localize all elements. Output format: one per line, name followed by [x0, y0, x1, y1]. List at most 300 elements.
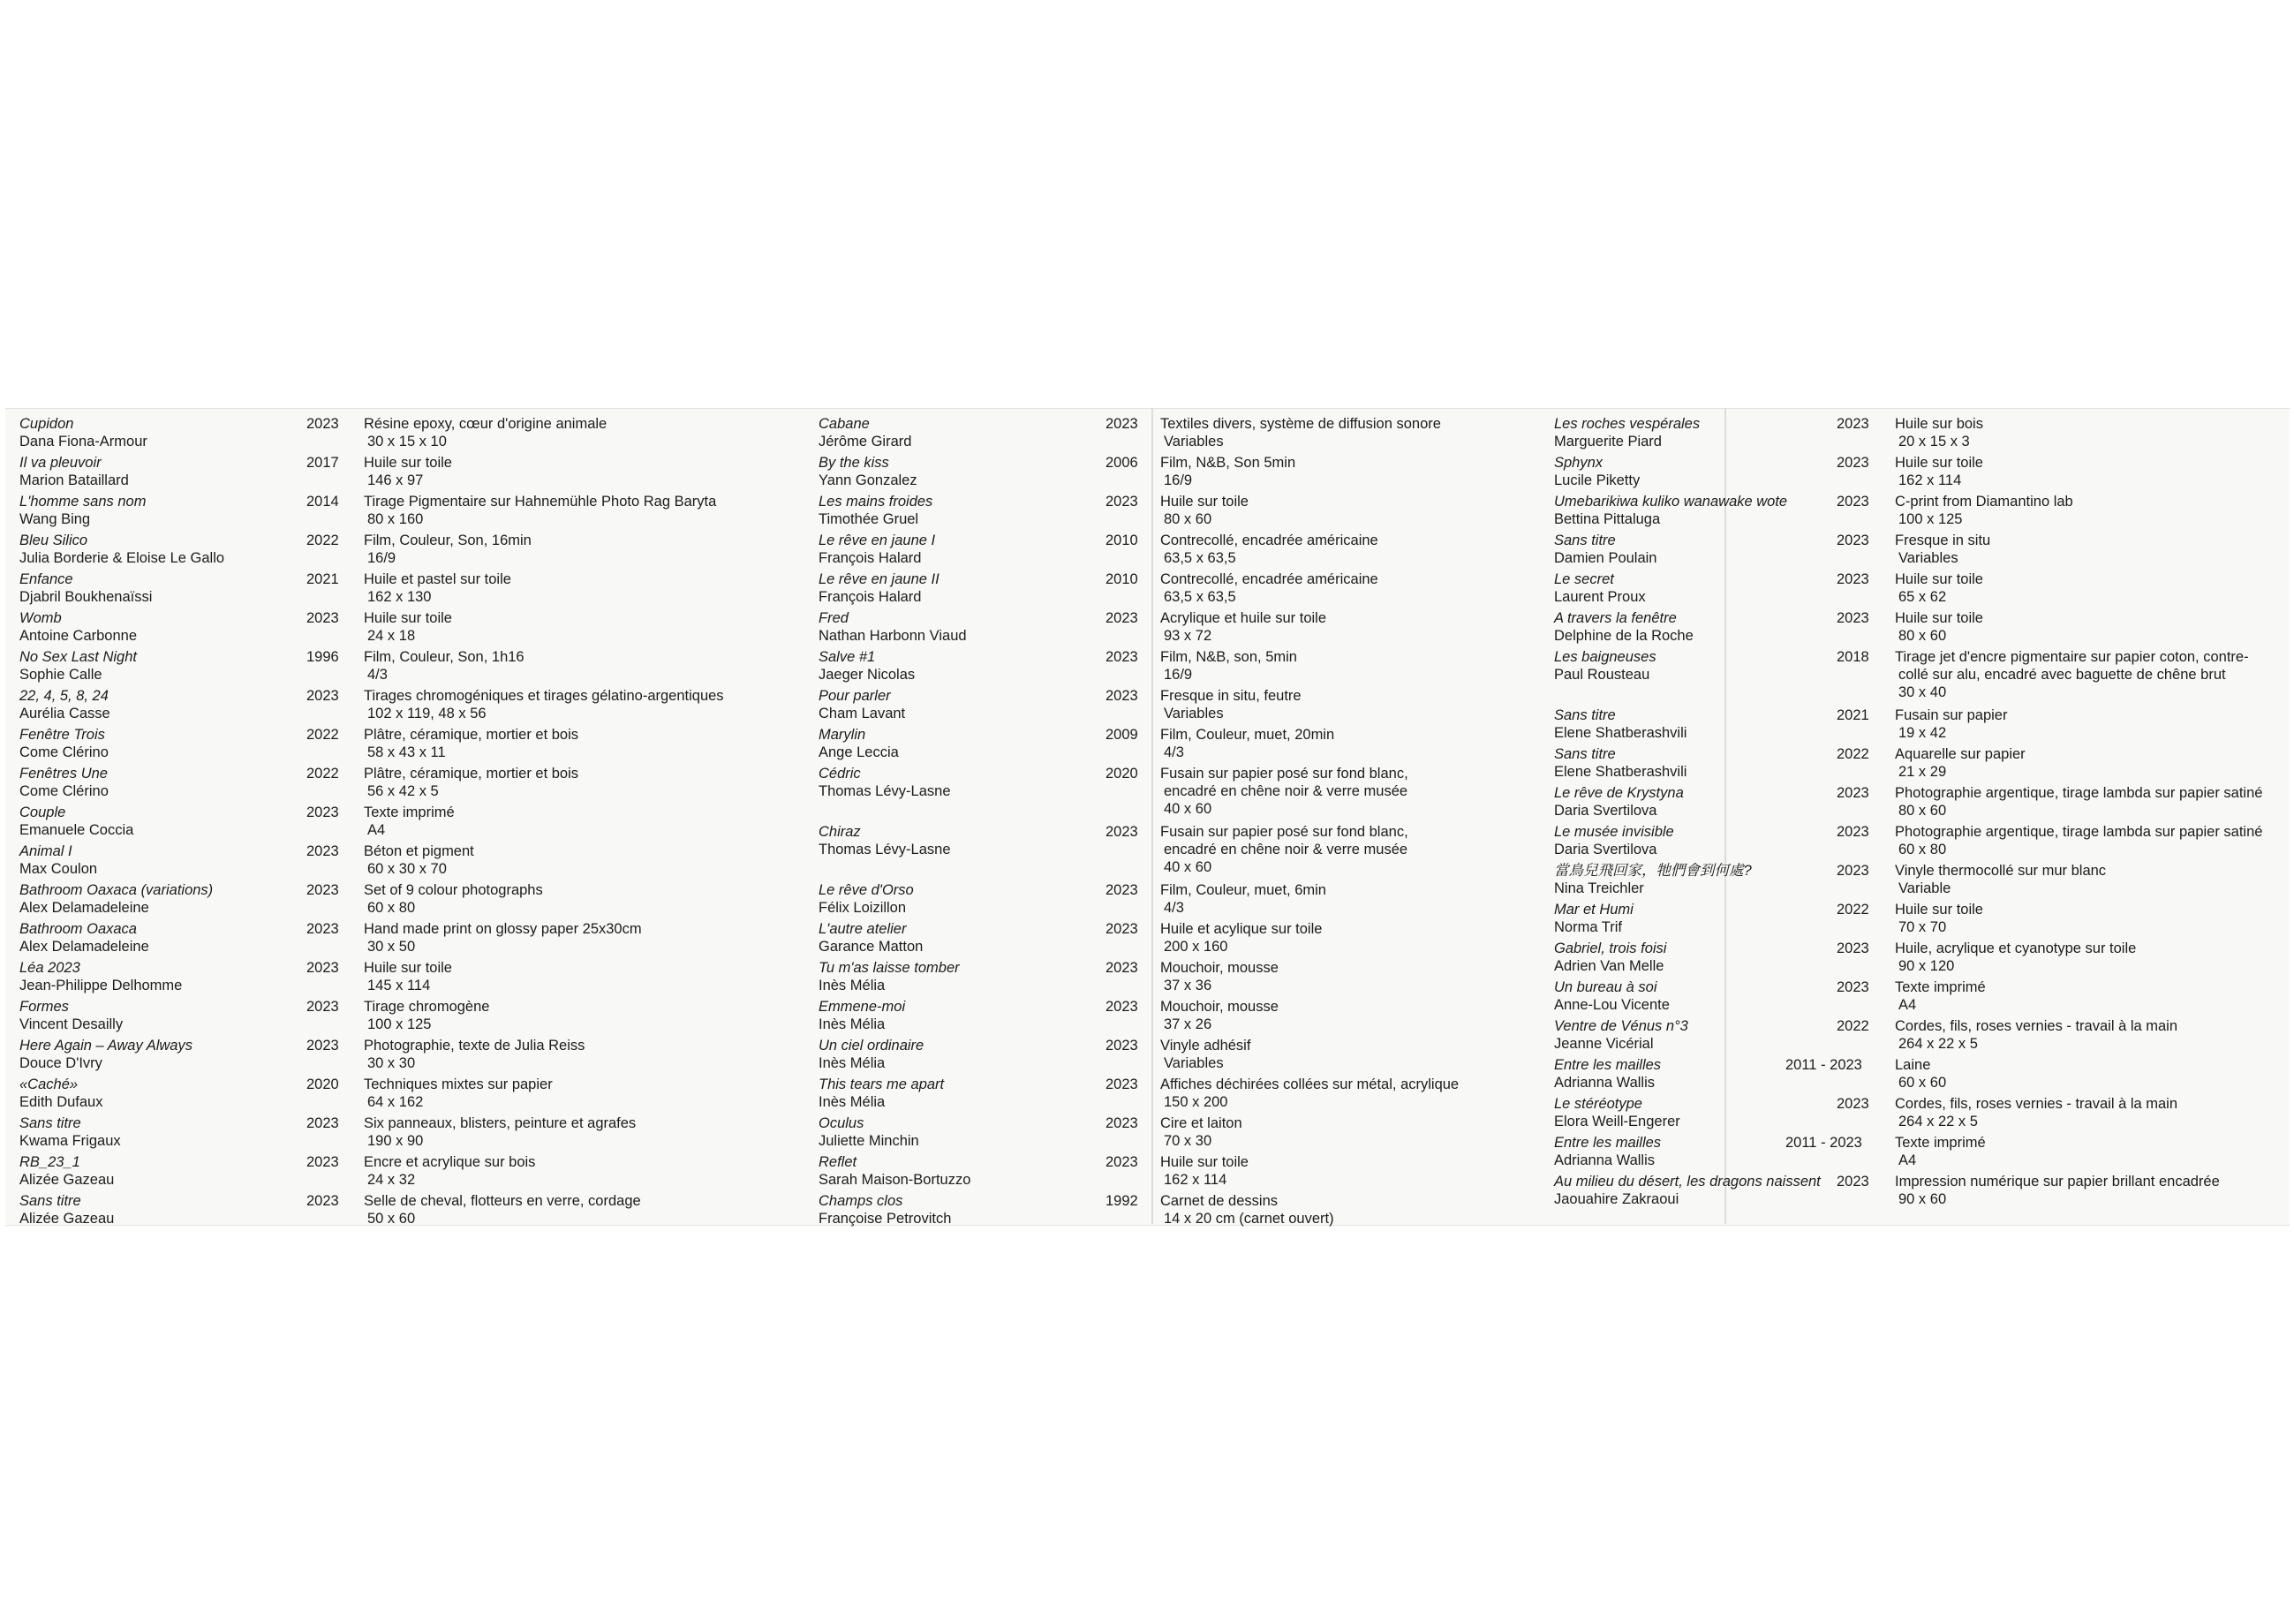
artwork-title: A travers la fenêtre	[1554, 610, 1677, 626]
artwork-title: Le rêve en jaune I	[819, 533, 936, 548]
artwork-medium: Impression numérique sur papier brillant encadrée	[1895, 1174, 2220, 1190]
artwork-year: 2023	[306, 1193, 339, 1209]
artist-name: Elora Weill-Engerer	[1554, 1114, 1680, 1129]
artist-name: Paul Rousteau	[1554, 667, 1650, 683]
artist-name: Kwama Frigaux	[19, 1133, 121, 1149]
artwork-year: 2014	[306, 494, 339, 510]
artwork-medium: Cire et laiton	[1160, 1115, 1242, 1131]
artwork-year: 2023	[1105, 960, 1138, 976]
artwork-dimensions: 190 x 90	[367, 1133, 424, 1149]
artwork-dimensions: Variables	[1898, 550, 1958, 566]
artwork-year: 2023	[1837, 1174, 1869, 1190]
artwork-title: Le musée invisible	[1554, 824, 1674, 840]
artwork-medium: Vinyle adhésif	[1160, 1038, 1251, 1054]
artist-name: Adrianna Wallis	[1554, 1075, 1656, 1091]
artwork-title: Tu m'as laisse tomber	[819, 960, 960, 976]
artist-name: Jérôme Girard	[819, 434, 912, 449]
artwork-dimensions: 100 x 125	[1898, 511, 1963, 527]
artwork-dimensions: 80 x 160	[367, 511, 424, 527]
artist-name: Adrien Van Melle	[1554, 958, 1664, 974]
artwork-title: Marylin	[819, 727, 866, 743]
artwork-dimensions: 30 x 15 x 10	[367, 434, 447, 449]
artwork-dimensions: 90 x 120	[1898, 958, 1955, 974]
artwork-title: Umebarikiwa kuliko wanawake wote	[1554, 494, 1788, 510]
artwork-title: Formes	[19, 999, 69, 1015]
artwork-title: Champs clos	[819, 1193, 903, 1209]
artist-name: Antoine Carbonne	[19, 628, 138, 644]
artwork-dimensions: 16/9	[1164, 667, 1193, 683]
artist-name: Jeanne Vicérial	[1554, 1036, 1654, 1052]
artwork-dimensions: 58 x 43 x 11	[367, 744, 446, 760]
artwork-medium: Film, N&B, Son 5min	[1160, 455, 1296, 471]
artist-name: Aurélia Casse	[19, 706, 110, 721]
artwork-dimensions: 14 x 20 cm (carnet ouvert)	[1164, 1211, 1334, 1227]
artwork-year: 2018	[1837, 649, 1869, 665]
artwork-year: 2023	[1837, 571, 1869, 587]
artwork-year: 2017	[306, 455, 339, 471]
artist-name: Félix Loizillon	[819, 900, 907, 916]
artwork-year: 2022	[1837, 902, 1869, 918]
artwork-year: 2023	[306, 804, 339, 820]
artwork-dimensions: 16/9	[367, 550, 396, 566]
artwork-title: Ventre de Vénus n°3	[1554, 1018, 1688, 1034]
artwork-title: Le stéréotype	[1554, 1096, 1642, 1112]
artwork-year: 2006	[1105, 455, 1138, 471]
artwork-year: 2023	[1837, 824, 1869, 840]
artwork-title: Les roches vespérales	[1554, 416, 1701, 432]
artwork-year: 2023	[1105, 824, 1138, 840]
artwork-year: 2023	[306, 999, 339, 1015]
artist-name: Inès Mélia	[819, 1055, 886, 1071]
artwork-title: 22, 4, 5, 8, 24	[19, 688, 109, 704]
artwork-year: 1996	[306, 649, 339, 665]
artist-name: Cham Lavant	[819, 706, 906, 721]
artwork-dimensions: 24 x 32	[367, 1172, 416, 1188]
artwork-title: Sphynx	[1554, 455, 1604, 471]
artwork-title: Cédric	[819, 766, 861, 782]
artwork-medium: Techniques mixtes sur papier	[364, 1076, 553, 1092]
artwork-medium: Fresque in situ	[1895, 533, 1991, 548]
artwork-title: Les mains froides	[819, 494, 933, 510]
artist-name: Delphine de la Roche	[1554, 628, 1694, 644]
artwork-year: 2023	[306, 960, 339, 976]
artwork-title: Le rêve en jaune II	[819, 571, 939, 587]
artwork-dimensions: Variable	[1898, 880, 1951, 896]
artwork-medium: Acrylique et huile sur toile	[1160, 610, 1327, 626]
artwork-medium: Film, Couleur, muet, 20min	[1160, 727, 1335, 743]
artwork-year: 2023	[1837, 416, 1869, 432]
artist-name: François Halard	[819, 550, 922, 566]
artist-name: Sophie Calle	[19, 667, 102, 683]
artwork-title: Cupidon	[19, 416, 74, 432]
artwork-year: 2023	[306, 688, 339, 704]
artwork-dimensions: A4	[1898, 997, 1917, 1013]
artwork-year: 2022	[1837, 1018, 1869, 1034]
artist-name: Alex Delamadeleine	[19, 900, 149, 916]
artwork-medium: Plâtre, céramique, mortier et bois	[364, 727, 579, 743]
artwork-medium: Photographie argentique, tirage lambda sur papier satiné	[1895, 785, 2263, 801]
artwork-medium: Huile sur toile	[364, 455, 452, 471]
artwork-medium: Huile sur toile	[1895, 902, 1983, 918]
artwork-title: Cabane	[819, 416, 870, 432]
artist-name: Marguerite Piard	[1554, 434, 1662, 449]
artwork-medium: Fusain sur papier posé sur fond blanc,	[1160, 824, 1408, 840]
artwork-dimensions: 100 x 125	[367, 1016, 432, 1032]
artwork-year: 2023	[1105, 1076, 1138, 1092]
artwork-medium: Set of 9 colour photographs	[364, 882, 543, 898]
artwork-year: 2022	[306, 533, 339, 548]
artist-name: Elene Shatberashvili	[1554, 725, 1687, 741]
artwork-year: 2023	[1837, 1096, 1869, 1112]
artwork-title: L'homme sans nom	[19, 494, 147, 510]
artist-name: Adrianna Wallis	[1554, 1152, 1656, 1168]
artwork-dimensions: A4	[1898, 1152, 1917, 1168]
artwork-year: 2022	[306, 766, 339, 782]
artwork-medium: Photographie, texte de Julia Reiss	[364, 1038, 585, 1054]
artwork-year: 2022	[306, 727, 339, 743]
artwork-dimensions: 24 x 18	[367, 628, 416, 644]
artwork-dimensions: 60 x 80	[1898, 842, 1947, 857]
artwork-medium: Texte imprimé	[1895, 979, 1986, 995]
artist-name: Vincent Desailly	[19, 1016, 124, 1032]
artwork-medium: Laine	[1895, 1057, 1931, 1073]
artwork-year: 2010	[1105, 533, 1138, 548]
artist-name: Edith Dufaux	[19, 1094, 103, 1110]
artwork-year: 2023	[1837, 494, 1869, 510]
artwork-medium: Selle de cheval, flotteurs en verre, cordage	[364, 1193, 641, 1209]
artwork-title: Sans titre	[1554, 746, 1616, 762]
artwork-medium: Contrecollé, encadrée américaine	[1160, 533, 1378, 548]
artist-name: Thomas Lévy-Lasne	[819, 842, 951, 857]
artwork-dimensions: 80 x 60	[1898, 803, 1947, 819]
artist-name: Lucile Piketty	[1554, 472, 1641, 488]
artwork-dimensions: 264 x 22 x 5	[1898, 1114, 1978, 1129]
artwork-title: Oculus	[819, 1115, 864, 1131]
artwork-title: Mar et Humi	[1554, 902, 1634, 918]
artist-name: Garance Matton	[819, 939, 924, 955]
artist-name: Julia Borderie & Eloise Le Gallo	[19, 550, 225, 566]
artwork-year: 2023	[1105, 688, 1138, 704]
artwork-title: Entre les mailles	[1554, 1057, 1662, 1073]
artwork-title: Couple	[19, 804, 66, 820]
artwork-medium: Photographie argentique, tirage lambda sur papier satiné	[1895, 824, 2263, 840]
artist-name: Françoise Petrovitch	[819, 1211, 952, 1227]
artist-name: Nathan Harbonn Viaud	[819, 628, 967, 644]
artwork-year: 2009	[1105, 727, 1138, 743]
artist-name: Marion Bataillard	[19, 472, 129, 488]
artwork-dimensions: 30 x 40	[1898, 684, 1947, 700]
artwork-title: No Sex Last Night	[19, 649, 137, 665]
artwork-medium: Huile sur toile	[1895, 455, 1983, 471]
artwork-dimensions: 40 x 60	[1164, 801, 1212, 817]
artist-name: Yann Gonzalez	[819, 472, 917, 488]
artwork-year: 2023	[1105, 921, 1138, 937]
artwork-dimensions: 63,5 x 63,5	[1164, 550, 1236, 566]
artwork-title: Sans titre	[1554, 707, 1616, 723]
artwork-year: 2023	[1837, 863, 1869, 879]
artwork-year: 2023	[306, 921, 339, 937]
artwork-dimensions: 150 x 200	[1164, 1094, 1228, 1110]
artwork-year: 2023	[1837, 940, 1869, 956]
artwork-title: Léa 2023	[19, 960, 80, 976]
artwork-medium: Huile sur toile	[364, 610, 452, 626]
artwork-dimensions: 146 x 97	[367, 472, 424, 488]
artwork-dimensions: 65 x 62	[1898, 589, 1947, 605]
artwork-title: 當鳥兒飛回家，牠們會到何處?	[1554, 863, 1752, 879]
artwork-medium: Tirages chromogéniques et tirages gélatino-argentiques	[364, 688, 724, 704]
artwork-title: By the kiss	[819, 455, 889, 471]
artwork-dimensions: 40 x 60	[1164, 859, 1212, 875]
artist-name: Sarah Maison-Bortuzzo	[819, 1172, 971, 1188]
artwork-medium: Film, N&B, son, 5min	[1160, 649, 1297, 665]
fold-line	[1724, 408, 1726, 1224]
artwork-medium: Mouchoir, mousse	[1160, 960, 1279, 976]
artwork-year: 2023	[1837, 979, 1869, 995]
artwork-dimensions: 30 x 50	[367, 939, 416, 955]
artwork-dimensions: 30 x 30	[367, 1055, 416, 1071]
artwork-medium: Résine epoxy, cœur d'origine animale	[364, 416, 607, 432]
artwork-dimensions: 80 x 60	[1898, 628, 1947, 644]
artwork-dimensions: 4/3	[1164, 744, 1184, 760]
artwork-dimensions: 162 x 114	[1164, 1172, 1227, 1188]
artist-name: Jaeger Nicolas	[819, 667, 916, 683]
artwork-year: 2023	[1105, 649, 1138, 665]
artwork-dimensions: 56 x 42 x 5	[367, 783, 439, 799]
artwork-dimensions: 4/3	[1164, 900, 1184, 916]
artwork-year: 2011 - 2023	[1785, 1057, 1862, 1073]
artwork-year: 2023	[306, 1038, 339, 1054]
artist-name: Daria Svertilova	[1554, 842, 1657, 857]
artwork-dimensions: Variables	[1164, 706, 1224, 721]
artist-name: Djabril Boukhenaïssi	[19, 589, 153, 605]
artist-name: Laurent Proux	[1554, 589, 1646, 605]
artwork-year: 2023	[1105, 1038, 1138, 1054]
artwork-medium: Huile et pastel sur toile	[364, 571, 511, 587]
artwork-medium: Fresque in situ, feutre	[1160, 688, 1302, 704]
artist-name: Alizée Gazeau	[19, 1172, 115, 1188]
artwork-title: L'autre atelier	[819, 921, 907, 937]
artwork-title: Le rêve d'Orso	[819, 882, 914, 898]
artwork-dimensions: 70 x 30	[1164, 1133, 1212, 1149]
artwork-title: This tears me apart	[819, 1076, 945, 1092]
artwork-year: 2010	[1105, 571, 1138, 587]
artist-name: Damien Poulain	[1554, 550, 1657, 566]
artwork-year: 2023	[306, 610, 339, 626]
artwork-dimensions: 93 x 72	[1164, 628, 1212, 644]
artist-name: Inès Mélia	[819, 978, 886, 993]
artwork-title: Salve #1	[819, 649, 876, 665]
artwork-dimensions: 37 x 26	[1164, 1016, 1212, 1032]
artwork-title: Here Again – Away Always	[19, 1038, 192, 1054]
artist-name: Douce D'Ivry	[19, 1055, 102, 1071]
fold-line	[1151, 408, 1153, 1224]
artwork-dimensions: A4	[367, 822, 386, 838]
artwork-medium: Tirage Pigmentaire sur Hahnemühle Photo Rag Baryta	[364, 494, 717, 510]
artwork-medium: Carnet de dessins	[1160, 1193, 1278, 1209]
artwork-year: 2021	[1837, 707, 1869, 723]
artwork-medium: Tirage chromogène	[364, 999, 490, 1015]
artwork-dimensions: 37 x 36	[1164, 978, 1212, 993]
artist-name: Alex Delamadeleine	[19, 939, 149, 955]
artwork-title: Reflet	[819, 1154, 857, 1170]
artwork-title: Enfance	[19, 571, 73, 587]
artwork-title: Bathroom Oaxaca	[19, 921, 137, 937]
artwork-medium: Six panneaux, blisters, peinture et agrafes	[364, 1115, 637, 1131]
artwork-year: 2023	[1105, 1154, 1138, 1170]
artwork-year: 2023	[306, 843, 339, 859]
artwork-medium: Cordes, fils, roses vernies - travail à la main	[1895, 1018, 2178, 1034]
artwork-title: Au milieu du désert, les dragons naissent	[1554, 1174, 1821, 1190]
artwork-medium: Affiches déchirées collées sur métal, acrylique	[1160, 1076, 1460, 1092]
artwork-title: Les baigneuses	[1554, 649, 1656, 665]
artwork-title: Pour parler	[819, 688, 891, 704]
artwork-title: Womb	[19, 610, 62, 626]
artwork-medium: Huile sur toile	[364, 960, 452, 976]
artwork-title: Un bureau à soi	[1554, 979, 1657, 995]
artist-name: Come Clérino	[19, 744, 109, 760]
artwork-medium: Huile sur toile	[1895, 571, 1983, 587]
artwork-dimensions: 50 x 60	[367, 1211, 416, 1227]
artwork-dimensions: 70 x 70	[1898, 919, 1947, 935]
artwork-title: Le secret	[1554, 571, 1614, 587]
artwork-medium: Texte imprimé	[364, 804, 455, 820]
artwork-dimensions: 60 x 80	[367, 900, 416, 916]
artwork-medium: Vinyle thermocollé sur mur blanc	[1895, 863, 2107, 879]
artist-name: François Halard	[819, 589, 922, 605]
artwork-medium: Aquarelle sur papier	[1895, 746, 2026, 762]
artwork-title: Sans titre	[19, 1193, 81, 1209]
artwork-title: Fred	[819, 610, 849, 626]
artwork-dimensions: 63,5 x 63,5	[1164, 589, 1236, 605]
artist-name: Alizée Gazeau	[19, 1211, 115, 1227]
artwork-medium: Textiles divers, système de diffusion sonore	[1160, 416, 1441, 432]
artwork-medium: Huile sur toile	[1160, 494, 1249, 510]
artwork-year: 2023	[1837, 455, 1869, 471]
artist-name: Emanuele Coccia	[19, 822, 134, 838]
artwork-year: 2023	[1837, 533, 1869, 548]
artwork-medium: Film, Couleur, muet, 6min	[1160, 882, 1326, 898]
artwork-medium: Fusain sur papier	[1895, 707, 2008, 723]
artwork-dimensions: 60 x 60	[1898, 1075, 1947, 1091]
artwork-year: 2023	[306, 416, 339, 432]
artwork-medium: Huile sur bois	[1895, 416, 1983, 432]
artist-name: Jaouahire Zakraoui	[1554, 1191, 1679, 1207]
artist-name: Timothée Gruel	[819, 511, 919, 527]
artwork-title: Le rêve de Krystyna	[1554, 785, 1684, 801]
artwork-title: Un ciel ordinaire	[819, 1038, 924, 1054]
artist-name: Jean-Philippe Delhomme	[19, 978, 183, 993]
artwork-year: 2023	[1837, 610, 1869, 626]
artist-name: Elene Shatberashvili	[1554, 764, 1687, 780]
artwork-year: 2023	[306, 1115, 339, 1131]
artist-name: Anne-Lou Vicente	[1554, 997, 1670, 1013]
artwork-dimensions: 145 x 114	[367, 978, 431, 993]
artwork-dimensions: 19 x 42	[1898, 725, 1947, 741]
artwork-dimensions: 102 x 119, 48 x 56	[367, 706, 487, 721]
artist-name: Daria Svertilova	[1554, 803, 1657, 819]
artwork-dimensions: 200 x 160	[1164, 939, 1228, 955]
artwork-medium: Huile sur toile	[1895, 610, 1983, 626]
artwork-medium: Encre et acrylique sur bois	[364, 1154, 536, 1170]
artwork-year: 2023	[1837, 785, 1869, 801]
artwork-medium: Film, Couleur, Son, 1h16	[364, 649, 524, 665]
artwork-year: 2020	[306, 1076, 339, 1092]
artwork-year: 2023	[1105, 494, 1138, 510]
artwork-dimensions: Variables	[1164, 434, 1224, 449]
artwork-title: Il va pleuvoir	[19, 455, 102, 471]
artwork-dimensions: 162 x 114	[1898, 472, 1962, 488]
artwork-title: Entre les mailles	[1554, 1135, 1662, 1151]
artwork-title: «Caché»	[19, 1076, 79, 1092]
artwork-title: Sans titre	[19, 1115, 81, 1131]
artwork-title: Chiraz	[819, 824, 861, 840]
artist-name: Ange Leccia	[819, 744, 899, 760]
artwork-dimensions: 64 x 162	[367, 1094, 424, 1110]
artwork-dimensions: encadré en chêne noir & verre musée	[1164, 842, 1408, 857]
artwork-title: Fenêtres Une	[19, 766, 108, 782]
artwork-title: Animal I	[19, 843, 72, 859]
artwork-year: 2023	[1105, 999, 1138, 1015]
artist-name: Dana Fiona-Armour	[19, 434, 147, 449]
artwork-dimensions: 162 x 130	[367, 589, 432, 605]
artwork-title: Emmene-moi	[819, 999, 906, 1015]
artwork-dimensions: 80 x 60	[1164, 511, 1212, 527]
artwork-dimensions: 21 x 29	[1898, 764, 1947, 780]
artwork-year: 1992	[1105, 1193, 1138, 1209]
artwork-medium: Mouchoir, mousse	[1160, 999, 1279, 1015]
artwork-year: 2021	[306, 571, 339, 587]
artwork-year: 2023	[1105, 882, 1138, 898]
artwork-year: 2022	[1837, 746, 1869, 762]
artwork-title: Fenêtre Trois	[19, 727, 105, 743]
artwork-medium: Tirage jet d'encre pigmentaire sur papier coton, contre-	[1895, 649, 2249, 665]
artwork-year: 2023	[1105, 1115, 1138, 1131]
artwork-dimensions: 20 x 15 x 3	[1898, 434, 1970, 449]
artist-name: Inès Mélia	[819, 1094, 886, 1110]
artwork-medium: Contrecollé, encadrée américaine	[1160, 571, 1378, 587]
artwork-medium: Hand made print on glossy paper 25x30cm	[364, 921, 642, 937]
artwork-medium: Film, Couleur, Son, 16min	[364, 533, 532, 548]
artist-name: Bettina Pittaluga	[1554, 511, 1661, 527]
artwork-dimensions: 16/9	[1164, 472, 1193, 488]
artwork-medium: C-print from Diamantino lab	[1895, 494, 2073, 510]
artist-name: Thomas Lévy-Lasne	[819, 783, 951, 799]
artwork-year: 2020	[1105, 766, 1138, 782]
artwork-year: 2023	[1105, 416, 1138, 432]
artwork-dimensions: encadré en chêne noir & verre musée	[1164, 783, 1408, 799]
artwork-medium: Texte imprimé	[1895, 1135, 1986, 1151]
artwork-dimensions: Variables	[1164, 1055, 1224, 1071]
artwork-dimensions: 60 x 30 x 70	[367, 861, 447, 877]
artwork-year: 2011 - 2023	[1785, 1135, 1862, 1151]
artist-name: Max Coulon	[19, 861, 98, 877]
artwork-dimensions: 4/3	[367, 667, 388, 683]
artwork-title: Gabriel, trois foisi	[1554, 940, 1667, 956]
artwork-medium: Huile et acylique sur toile	[1160, 921, 1323, 937]
artwork-year: 2023	[306, 882, 339, 898]
artist-name: Wang Bing	[19, 511, 91, 527]
artist-name: Come Clérino	[19, 783, 109, 799]
artwork-medium: Plâtre, céramique, mortier et bois	[364, 766, 579, 782]
artist-name: Inès Mélia	[819, 1016, 886, 1032]
artwork-title: Bathroom Oaxaca (variations)	[19, 882, 214, 898]
artwork-medium: Cordes, fils, roses vernies - travail à la main	[1895, 1096, 2178, 1112]
artwork-medium: Huile sur toile	[1160, 1154, 1249, 1170]
artwork-dimensions: collé sur alu, encadré avec baguette de chêne brut	[1898, 667, 2226, 683]
artwork-year: 2023	[1105, 610, 1138, 626]
artwork-medium: Huile, acrylique et cyanotype sur toile	[1895, 940, 2137, 956]
artwork-title: Sans titre	[1554, 533, 1616, 548]
